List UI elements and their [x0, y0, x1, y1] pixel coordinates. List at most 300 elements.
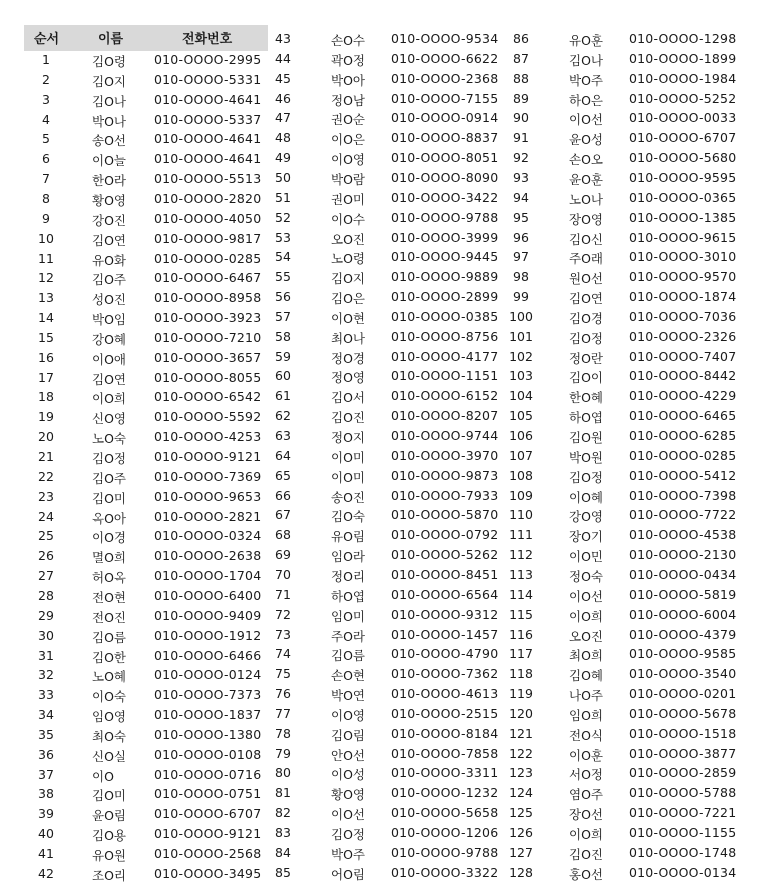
row-name: 송O선	[92, 133, 126, 149]
row-name: 김O연	[92, 371, 126, 387]
row-name: 이O수	[331, 211, 365, 227]
row-order: 71	[275, 586, 291, 602]
row-phone: 010-OOOO-1457	[391, 626, 499, 642]
row-phone: 010-OOOO-1837	[154, 707, 262, 723]
row-phone: 010-OOOO-4538	[629, 527, 737, 543]
row-name: 정O숙	[569, 568, 603, 584]
row-order: 67	[275, 507, 291, 523]
row-name: 김O한	[92, 649, 126, 665]
row-order: 15	[38, 329, 54, 345]
row-order: 26	[38, 548, 54, 564]
table-row	[0, 50, 759, 70]
row-phone: 010-OOOO-1899	[629, 50, 737, 66]
row-phone: 010-OOOO-1912	[154, 627, 262, 643]
row-order: 8	[42, 190, 50, 206]
row-phone: 010-OOOO-7155	[391, 90, 499, 106]
row-order: 121	[509, 725, 533, 741]
table-row	[0, 645, 759, 665]
row-name: 이O선	[569, 588, 603, 604]
row-phone: 010-OOOO-1385	[629, 209, 737, 225]
row-phone: 010-OOOO-4641	[154, 151, 262, 167]
row-order: 23	[38, 488, 54, 504]
row-name: 김O은	[331, 291, 365, 307]
row-phone: 010-OOOO-6542	[154, 389, 262, 405]
row-order: 50	[275, 169, 291, 185]
table-row	[0, 407, 759, 427]
row-order: 38	[38, 786, 54, 802]
table-row	[0, 745, 759, 765]
row-phone: 010-OOOO-2130	[629, 547, 737, 563]
row-phone: 010-OOOO-8090	[391, 169, 499, 185]
row-name: 이O선	[331, 807, 365, 823]
row-name: 이O애	[92, 351, 126, 367]
row-order: 96	[513, 229, 529, 245]
row-order: 34	[38, 707, 54, 723]
row-phone: 010-OOOO-2899	[391, 289, 499, 305]
row-order: 72	[275, 606, 291, 622]
row-order: 61	[275, 388, 291, 404]
row-order: 83	[275, 825, 291, 840]
row-phone: 010-OOOO-9585	[629, 646, 737, 662]
row-phone: 010-OOOO-4050	[154, 210, 262, 226]
row-order: 25	[38, 528, 54, 544]
header-name: 이름	[98, 32, 124, 47]
row-order: 122	[509, 745, 533, 761]
row-name: 나O주	[569, 688, 603, 704]
row-name: 유O원	[92, 848, 126, 863]
row-phone: 010-OOOO-0201	[629, 686, 737, 702]
row-phone: 010-OOOO-9312	[391, 606, 499, 622]
table-row	[0, 229, 759, 249]
row-name: 김O정	[569, 330, 603, 346]
table-row	[0, 189, 759, 209]
row-phone: 010-OOOO-9873	[391, 467, 499, 483]
row-phone: 010-OOOO-7210	[154, 329, 262, 345]
row-order: 115	[509, 606, 533, 622]
row-order: 45	[275, 70, 291, 86]
table-row	[0, 665, 759, 685]
row-name: 김O연	[569, 291, 603, 307]
row-order: 100	[509, 308, 533, 324]
row-order: 39	[38, 806, 54, 822]
row-phone: 010-OOOO-3657	[154, 349, 262, 365]
row-phone: 010-OOOO-3540	[629, 666, 737, 682]
row-phone: 010-OOOO-7221	[629, 805, 737, 821]
row-order: 108	[509, 467, 533, 483]
row-name: 박O아	[331, 72, 365, 88]
table-row	[0, 546, 759, 566]
row-name: 정O영	[331, 370, 365, 386]
row-name: 전O현	[92, 589, 126, 605]
row-phone: 010-OOOO-5870	[391, 507, 499, 523]
row-name: 윤O훈	[569, 171, 603, 187]
row-phone: 010-OOOO-6707	[629, 130, 737, 146]
row-name: 김O서	[331, 390, 365, 406]
row-name: 멸O희	[92, 550, 126, 566]
header-order: 순서	[34, 32, 60, 47]
row-order: 93	[513, 169, 529, 185]
row-order: 86	[513, 31, 529, 46]
row-phone: 010-OOOO-0914	[391, 110, 499, 126]
row-order: 16	[38, 349, 54, 365]
row-name: 장O영	[569, 211, 603, 227]
row-order: 36	[38, 746, 54, 762]
row-phone: 010-OOOO-9121	[154, 449, 262, 464]
row-name: 이O미	[331, 449, 365, 465]
row-phone: 010-OOOO-3495	[154, 865, 262, 881]
row-order: 40	[38, 826, 54, 842]
row-order: 104	[509, 388, 533, 404]
row-order: 120	[509, 705, 533, 721]
row-order: 92	[513, 150, 529, 166]
row-phone: 010-OOOO-6622	[391, 50, 499, 66]
row-name: 이O훈	[569, 747, 603, 763]
row-order: 57	[275, 308, 291, 324]
row-phone: 010-OOOO-9744	[391, 428, 499, 443]
row-order: 109	[509, 487, 533, 503]
row-name: 최O희	[569, 648, 603, 664]
row-name: 임O라	[331, 549, 365, 565]
table-row	[0, 169, 759, 189]
row-name: 강O혜	[92, 331, 126, 347]
row-phone: 010-OOOO-2820	[154, 190, 262, 206]
row-order: 89	[513, 90, 529, 106]
row-phone: 010-OOOO-1748	[629, 844, 737, 860]
row-phone: 010-OOOO-0716	[154, 766, 262, 782]
row-phone: 010-OOOO-6152	[391, 388, 499, 404]
row-order: 112	[509, 547, 533, 563]
row-name: 이O민	[569, 549, 603, 565]
row-order: 117	[509, 646, 533, 662]
row-phone: 010-OOOO-1380	[154, 726, 262, 742]
row-name: 윤O성	[569, 132, 603, 148]
table-row	[0, 90, 759, 110]
row-phone: 010-OOOO-6004	[629, 606, 737, 622]
row-phone: 010-OOOO-1298	[629, 31, 737, 46]
row-name: 노O혜	[92, 669, 126, 685]
row-name: 염O주	[569, 787, 603, 803]
row-name: 박O원	[569, 449, 603, 465]
table-row	[0, 268, 759, 288]
row-order: 51	[275, 189, 291, 205]
row-phone: 010-OOOO-4253	[154, 429, 262, 445]
row-name: 김O연	[92, 232, 126, 248]
row-name: 김O정	[92, 451, 126, 466]
row-order: 60	[275, 368, 291, 384]
table-row	[0, 685, 759, 705]
row-phone: 010-OOOO-8451	[391, 566, 499, 582]
row-name: 박O임	[92, 312, 126, 328]
row-order: 53	[275, 229, 291, 245]
row-name: 김O혜	[569, 668, 603, 684]
row-phone: 010-OOOO-7722	[629, 507, 737, 523]
row-phone: 010-OOOO-9788	[391, 209, 499, 225]
table-row	[0, 606, 759, 626]
row-phone: 010-OOOO-5658	[391, 805, 499, 821]
row-name: 전O진	[92, 609, 126, 625]
row-name: 서O정	[569, 767, 603, 783]
table-row	[0, 30, 759, 50]
row-order: 125	[509, 805, 533, 821]
table-row	[0, 586, 759, 606]
row-name: 최O숙	[92, 728, 126, 744]
row-order: 17	[38, 369, 54, 385]
row-order: 124	[509, 785, 533, 801]
row-name: 박O주	[331, 846, 365, 862]
row-phone: 010-OOOO-0792	[391, 527, 499, 543]
row-name: 김O나	[569, 52, 603, 68]
row-order: 106	[509, 428, 533, 443]
row-phone: 010-OOOO-7373	[154, 687, 262, 703]
row-name: 성O진	[92, 292, 126, 308]
row-name: 허O옥	[92, 570, 126, 586]
row-order: 79	[275, 745, 291, 761]
row-phone: 010-OOOO-9409	[154, 607, 262, 623]
row-phone: 010-OOOO-7369	[154, 468, 262, 484]
row-phone: 010-OOOO-2568	[154, 846, 262, 861]
row-order: 5	[42, 131, 50, 147]
row-name: 임O희	[569, 707, 603, 723]
table-row	[0, 526, 759, 546]
row-order: 49	[275, 150, 291, 166]
row-name: 이O영	[331, 707, 365, 723]
row-order: 76	[275, 686, 291, 702]
row-name: 어O림	[331, 866, 365, 882]
table-row	[0, 248, 759, 268]
row-name: 주O래	[569, 251, 603, 267]
table-row	[0, 705, 759, 725]
row-order: 29	[38, 607, 54, 623]
row-name: 권O미	[331, 191, 365, 207]
table-row	[0, 864, 759, 884]
table-row	[0, 626, 759, 646]
row-name: 김O미	[92, 788, 126, 804]
row-phone: 010-OOOO-0385	[391, 308, 499, 324]
row-phone: 010-OOOO-6466	[154, 647, 262, 663]
row-order: 118	[509, 666, 533, 682]
row-phone: 010-OOOO-5788	[629, 785, 737, 801]
row-name: 노O령	[331, 251, 365, 267]
row-name: 신O영	[92, 411, 126, 427]
row-phone: 010-OOOO-4229	[629, 388, 737, 404]
row-phone: 010-OOOO-6400	[154, 587, 262, 603]
row-name: 손O오	[569, 152, 603, 168]
row-name: 김O림	[331, 727, 365, 743]
row-phone: 010-OOOO-8958	[154, 290, 262, 306]
row-order: 80	[275, 765, 291, 781]
row-phone: 010-OOOO-6465	[629, 408, 737, 424]
row-name: 김O용	[92, 828, 126, 844]
row-phone: 010-OOOO-4641	[154, 91, 262, 107]
row-phone: 010-OOOO-9595	[629, 169, 737, 185]
row-order: 10	[38, 230, 54, 246]
row-name: 정O리	[331, 568, 365, 584]
row-order: 75	[275, 666, 291, 682]
row-name: 이O경	[92, 530, 126, 546]
row-order: 20	[38, 429, 54, 445]
row-name: 장O기	[569, 529, 603, 545]
row-name: 박O연	[331, 688, 365, 704]
row-phone: 010-OOOO-6285	[629, 428, 737, 443]
row-name: 오O진	[569, 628, 603, 644]
row-name: 김O주	[92, 470, 126, 486]
row-name: 전O식	[569, 727, 603, 743]
row-name: 이O영	[331, 152, 365, 168]
row-order: 3	[42, 91, 50, 107]
row-order: 21	[38, 449, 54, 464]
row-name: 한O혜	[569, 390, 603, 406]
row-phone: 010-OOOO-4641	[154, 131, 262, 147]
row-order: 90	[513, 110, 529, 126]
row-name: 김O름	[331, 648, 365, 664]
table-row	[0, 447, 759, 467]
row-name: 정O남	[331, 92, 365, 108]
row-name: 황O영	[92, 192, 126, 208]
row-order: 123	[509, 765, 533, 781]
row-order: 42	[38, 865, 54, 881]
row-phone: 010-OOOO-1151	[391, 368, 499, 384]
row-phone: 010-OOOO-8756	[391, 328, 499, 344]
row-order: 1	[42, 52, 50, 67]
row-name: 김O원	[569, 430, 603, 445]
row-order: 81	[275, 785, 291, 801]
row-order: 91	[513, 130, 529, 146]
row-order: 116	[509, 626, 533, 642]
row-name: 주O라	[331, 628, 365, 644]
row-phone: 010-OOOO-7398	[629, 487, 737, 503]
table-row	[0, 566, 759, 586]
row-phone: 010-OOOO-3970	[391, 447, 499, 463]
row-order: 47	[275, 110, 291, 126]
row-name: 정O경	[331, 350, 365, 366]
table-row	[0, 209, 759, 229]
row-order: 84	[275, 844, 291, 860]
row-phone: 010-OOOO-0134	[629, 864, 737, 880]
row-name: 이O은	[331, 132, 365, 148]
row-phone: 010-OOOO-3010	[629, 249, 737, 265]
row-order: 110	[509, 507, 533, 523]
table-row	[0, 149, 759, 169]
row-name: 손O현	[331, 668, 365, 684]
row-order: 7	[42, 171, 50, 187]
row-phone: 010-OOOO-6564	[391, 586, 499, 602]
row-name: 신O실	[92, 748, 126, 764]
row-phone: 010-OOOO-0434	[629, 566, 737, 582]
row-order: 128	[509, 864, 533, 880]
row-order: 13	[38, 290, 54, 306]
row-name: 김O숙	[331, 509, 365, 525]
row-name: 윤O림	[92, 808, 126, 824]
row-name: 안O선	[331, 747, 365, 763]
row-name: 임O미	[331, 608, 365, 624]
row-phone: 010-OOOO-9534	[391, 31, 499, 46]
table-row	[0, 784, 759, 804]
row-phone: 010-OOOO-7933	[391, 487, 499, 503]
row-order: 78	[275, 725, 291, 741]
row-name: 조O리	[92, 867, 126, 883]
row-name: 김O름	[92, 629, 126, 645]
table-row	[0, 487, 759, 507]
row-phone: 010-OOOO-0033	[629, 110, 737, 126]
row-name: 유O화	[92, 252, 126, 268]
row-phone: 010-OOOO-8051	[391, 150, 499, 166]
row-order: 87	[513, 50, 529, 66]
row-phone: 010-OOOO-4613	[391, 686, 499, 702]
row-name: 이O희	[92, 391, 126, 407]
row-order: 113	[509, 566, 533, 582]
row-order: 70	[275, 566, 291, 582]
row-phone: 010-OOOO-6467	[154, 270, 262, 286]
row-phone: 010-OOOO-5412	[629, 467, 737, 483]
table-row	[0, 129, 759, 149]
row-order: 12	[38, 270, 54, 286]
row-name: 하O엽	[569, 410, 603, 426]
table-row	[0, 824, 759, 844]
row-name: 장O선	[569, 807, 603, 823]
row-phone: 010-OOOO-7362	[391, 666, 499, 682]
table-row	[0, 467, 759, 487]
row-name: 김O나	[92, 93, 126, 109]
row-order: 74	[275, 646, 291, 662]
row-name: 김O미	[92, 490, 126, 506]
row-order: 62	[275, 408, 291, 424]
row-phone: 010-OOOO-7407	[629, 348, 737, 364]
table-row	[0, 308, 759, 328]
row-order: 127	[509, 844, 533, 860]
row-name: 김O진	[331, 410, 365, 426]
row-name: 오O진	[331, 231, 365, 247]
row-order: 41	[38, 846, 54, 861]
row-name: 이O	[92, 768, 114, 784]
row-name: 김O정	[331, 827, 365, 842]
row-phone: 010-OOOO-8207	[391, 408, 499, 424]
row-order: 64	[275, 447, 291, 463]
row-order: 99	[513, 289, 529, 305]
row-name: 옥O아	[92, 510, 126, 526]
row-phone: 010-OOOO-5262	[391, 547, 499, 563]
row-phone: 010-OOOO-0124	[154, 667, 262, 683]
table-row	[0, 328, 759, 348]
row-name: 이O현	[331, 310, 365, 326]
row-order: 9	[42, 210, 50, 226]
row-order: 73	[275, 626, 291, 642]
row-order: 103	[509, 368, 533, 384]
row-order: 95	[513, 209, 529, 225]
row-order: 82	[275, 805, 291, 821]
row-name: 노O나	[569, 191, 603, 207]
row-order: 77	[275, 705, 291, 721]
row-phone: 010-OOOO-9570	[629, 269, 737, 285]
row-phone: 010-OOOO-6707	[154, 806, 262, 822]
row-order: 88	[513, 70, 529, 86]
row-phone: 010-OOOO-1206	[391, 825, 499, 840]
row-order: 46	[275, 90, 291, 106]
row-order: 65	[275, 467, 291, 483]
row-name: 노O숙	[92, 431, 126, 447]
row-name: 김O경	[569, 310, 603, 326]
row-order: 27	[38, 568, 54, 584]
row-phone: 010-OOOO-3311	[391, 765, 499, 781]
row-phone: 010-OOOO-1232	[391, 785, 499, 801]
table-row	[0, 288, 759, 308]
row-name: 이O선	[569, 112, 603, 128]
table-row	[0, 427, 759, 447]
row-name: 권O순	[331, 112, 365, 128]
row-order: 63	[275, 428, 291, 443]
row-order: 69	[275, 547, 291, 563]
row-order: 55	[275, 269, 291, 285]
row-phone: 010-OOOO-3923	[154, 310, 262, 326]
